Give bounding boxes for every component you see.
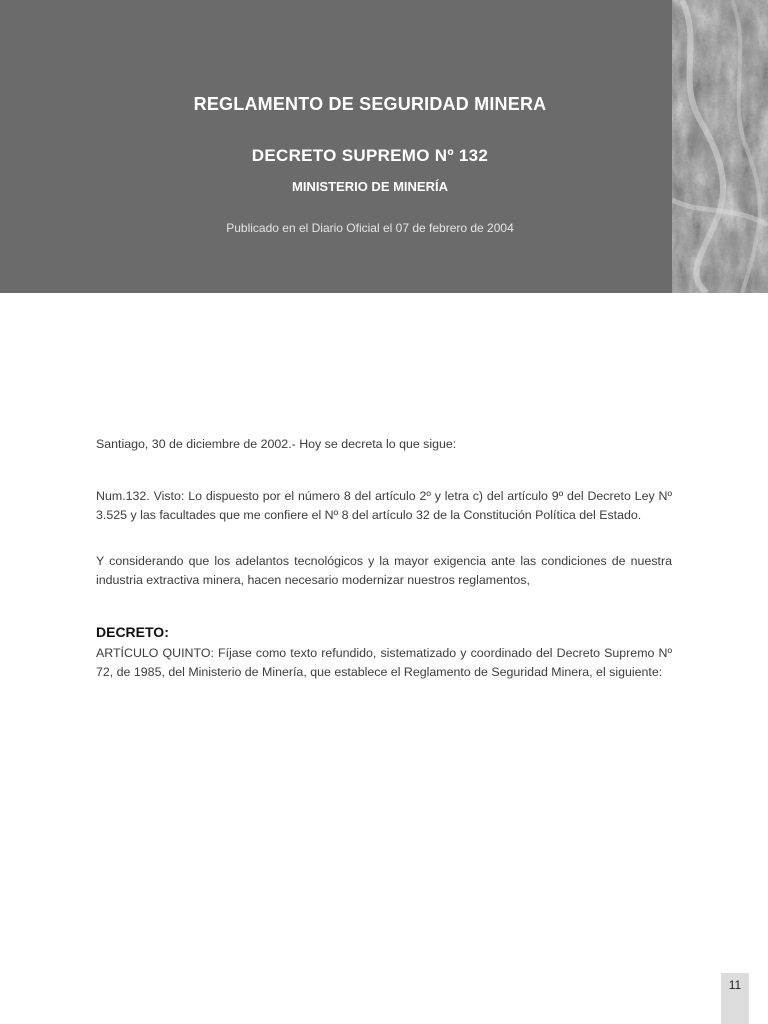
ministry-title: MINISTERIO DE MINERÍA bbox=[291, 179, 448, 194]
decree-title: DECRETO SUPREMO Nº 132 bbox=[251, 146, 489, 165]
visto-paragraph: Num.132. Visto: Lo dispuesto por el número 8 del artículo 2º y letra c) del artículo 9º del Decreto Ley Nº 3.525 y las facultades que me confiere el Nº 8 del artículo 32 de la Constitución Política del Estado. bbox=[96, 489, 672, 523]
decreto-heading: DECRETO: bbox=[96, 624, 169, 640]
santiago-line: Santiago, 30 de diciembre de 2002.- Hoy se decreta lo que sigue: bbox=[96, 437, 457, 451]
page-number-tab bbox=[721, 973, 749, 1024]
considerando-paragraph: Y considerando que los adelantos tecnológicos y la mayor exigencia ante las condiciones de nuestra industria extractiva minera, hacen necesario modernizar nuestros reglamentos, bbox=[96, 554, 672, 588]
header-band bbox=[0, 0, 672, 293]
document-title: REGLAMENTO DE SEGURIDAD MINERA bbox=[193, 94, 547, 114]
page-number: 11 bbox=[728, 978, 742, 992]
articulo-quinto-paragraph: ARTÍCULO QUINTO: Fíjase como texto refundido, sistematizado y coordinado del Decreto Supremo Nº 72, de 1985, del Ministerio de Minería, que establece el Reglamento de Seguridad Minera, el siguiente: bbox=[96, 646, 672, 680]
rock-texture-image bbox=[672, 0, 768, 293]
publication-note: Publicado en el Diario Oficial el 07 de febrero de 2004 bbox=[226, 221, 514, 235]
